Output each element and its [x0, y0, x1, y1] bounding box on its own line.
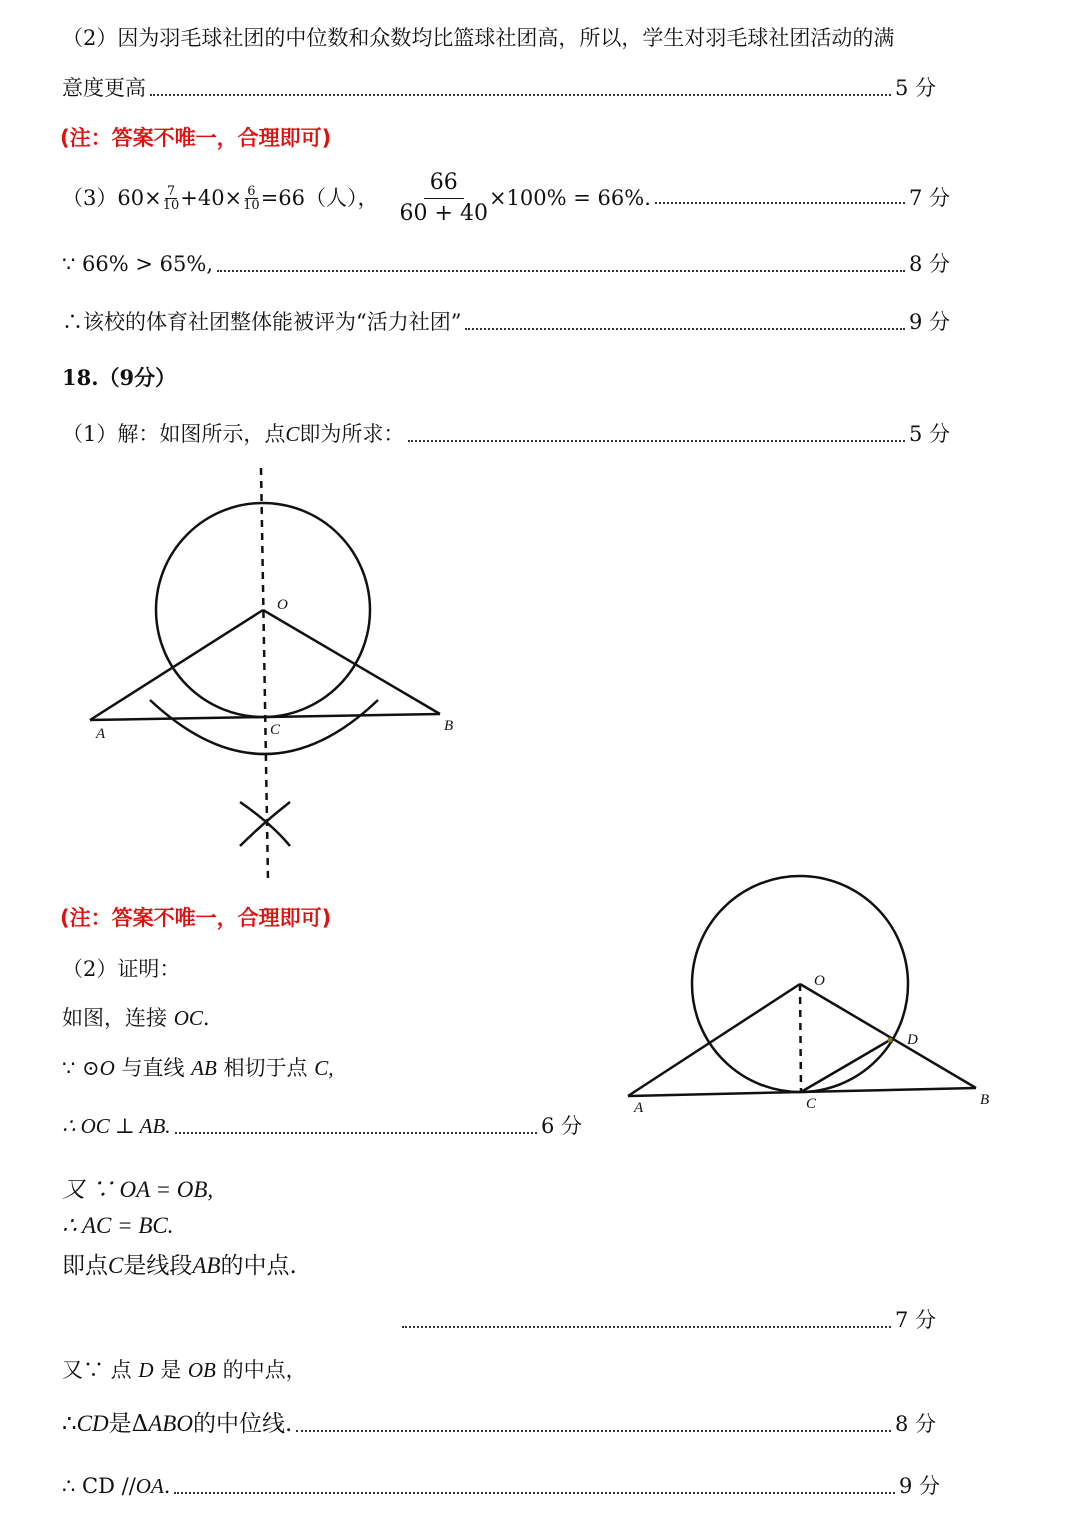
label-c-2: C	[806, 1096, 817, 1112]
proof-var: D	[138, 1358, 154, 1382]
leader-dots	[296, 1430, 891, 1432]
proof-text: 的中点.	[220, 1253, 297, 1279]
proof-oa-equals-ob: 又 ∵ OA = OB,	[62, 1177, 214, 1202]
q18-part1-text-b: 即为所求：	[299, 422, 405, 446]
proof-text: 是	[153, 1358, 188, 1382]
label-a-2: A	[634, 1100, 644, 1116]
fraction-denominator: 10	[162, 197, 180, 213]
part2-line2-text: 意度更高	[62, 76, 146, 100]
leader-dots	[175, 1132, 537, 1134]
proof-midpoint	[62, 1252, 297, 1280]
part3-tail: ×100% = 66%.	[488, 186, 651, 210]
points-label: 8 分	[908, 252, 950, 276]
proof-perpendicular	[62, 1112, 582, 1140]
label-o: O	[277, 597, 288, 613]
proof-text: 如图，连接	[62, 1006, 174, 1030]
label-d-2: D	[907, 1032, 918, 1048]
proof-text: 与直线	[114, 1056, 192, 1080]
proof-text: 即点	[62, 1253, 108, 1279]
points-label: 6 分	[540, 1114, 582, 1138]
proof-perp-text: ∴ OC ⊥ AB.	[62, 1114, 171, 1138]
points-label: 5 分	[894, 76, 936, 100]
leader-dots	[402, 1326, 891, 1328]
fraction-denominator: 10	[243, 197, 260, 213]
fraction-numerator: 6	[247, 183, 256, 199]
part3-prefix: （3）60×	[62, 186, 162, 210]
proof-text: 是线段	[123, 1253, 193, 1279]
fraction-numerator: 7	[166, 183, 176, 199]
fraction-numerator: 66	[424, 168, 464, 199]
note-answer-not-unique: (注：答案不唯一，合理即可)	[60, 126, 332, 150]
points-label: 8 分	[894, 1412, 936, 1436]
question-18-heading: 18.（9分）	[62, 365, 177, 390]
part2-line1: （2）因为羽毛球社团的中位数和众数均比篮球社团高，所以，学生对羽毛球社团活动的满	[62, 26, 895, 50]
label-c: C	[270, 722, 281, 738]
proof-heading: （2）证明：	[62, 957, 181, 981]
segment-ob-2	[800, 984, 976, 1088]
proof-text: 的中点，	[215, 1358, 307, 1382]
segment-oa	[90, 610, 263, 720]
proof-var: OC	[173, 1006, 203, 1030]
label-b: B	[444, 718, 454, 734]
part3-mid: +40×	[180, 186, 243, 210]
label-b-2: B	[980, 1092, 990, 1108]
proof-var: C	[108, 1253, 124, 1278]
segment-oc-dashed	[800, 984, 801, 1092]
label-o-2: O	[814, 973, 825, 989]
leader-dots	[174, 1492, 894, 1494]
point-d	[888, 1038, 893, 1043]
points-label: 9 分	[908, 310, 950, 334]
segment-ob	[263, 610, 440, 714]
q18-part1-var-c: C	[285, 422, 300, 446]
points-label: 9 分	[898, 1474, 940, 1498]
proof-text: ∴	[62, 1411, 77, 1437]
label-a: A	[96, 726, 106, 742]
proof-text: 的中位线.	[192, 1411, 293, 1437]
proof-text: ∵ ⊙	[62, 1056, 100, 1080]
proof-var: CD	[76, 1411, 109, 1436]
proof-var: O	[99, 1056, 115, 1080]
fraction-denominator: 60 + 40	[399, 200, 488, 226]
segment-oa-2	[628, 984, 800, 1096]
q18-part1-text-a: （1）解：如图所示，点	[62, 422, 286, 446]
proof-ac-equals-bc: ∴ AC = BC.	[62, 1213, 174, 1238]
proof-parallel	[62, 1472, 940, 1500]
since-text: ∵ 66% > 65%,	[62, 252, 214, 276]
proof-var: ABO	[148, 1411, 193, 1436]
proof-var: AB	[192, 1253, 221, 1278]
points-label: 7 分	[894, 1308, 936, 1332]
proof-var: AB	[191, 1056, 217, 1080]
proof-text: 相切于点	[216, 1056, 315, 1080]
segment-cd	[801, 1040, 890, 1092]
points-label: 5 分	[908, 422, 950, 446]
proof-text: 又∵ 点	[62, 1358, 139, 1382]
proof-var: OA	[135, 1474, 164, 1498]
points-label: 7 分	[908, 186, 950, 210]
proof-var: C,	[314, 1056, 334, 1080]
proof-text: 是Δ	[108, 1411, 149, 1437]
proof-points-7	[398, 1306, 936, 1334]
proof-text: .	[202, 1006, 210, 1030]
proof-text: .	[163, 1474, 171, 1498]
therefore-text: ∴该校的体育社团整体能被评为“活力社团”	[62, 310, 462, 334]
proof-var: OB	[187, 1358, 216, 1382]
note-answer-not-unique-2: (注：答案不唯一，合理即可)	[60, 906, 332, 930]
proof-connect-oc	[62, 1004, 210, 1032]
proof-midline	[62, 1410, 936, 1438]
proof-text: ∴ CD //	[62, 1474, 136, 1498]
part3-result: =66（人），	[260, 186, 379, 210]
proof-d-midpoint	[62, 1356, 307, 1384]
proof-tangent	[62, 1054, 333, 1082]
